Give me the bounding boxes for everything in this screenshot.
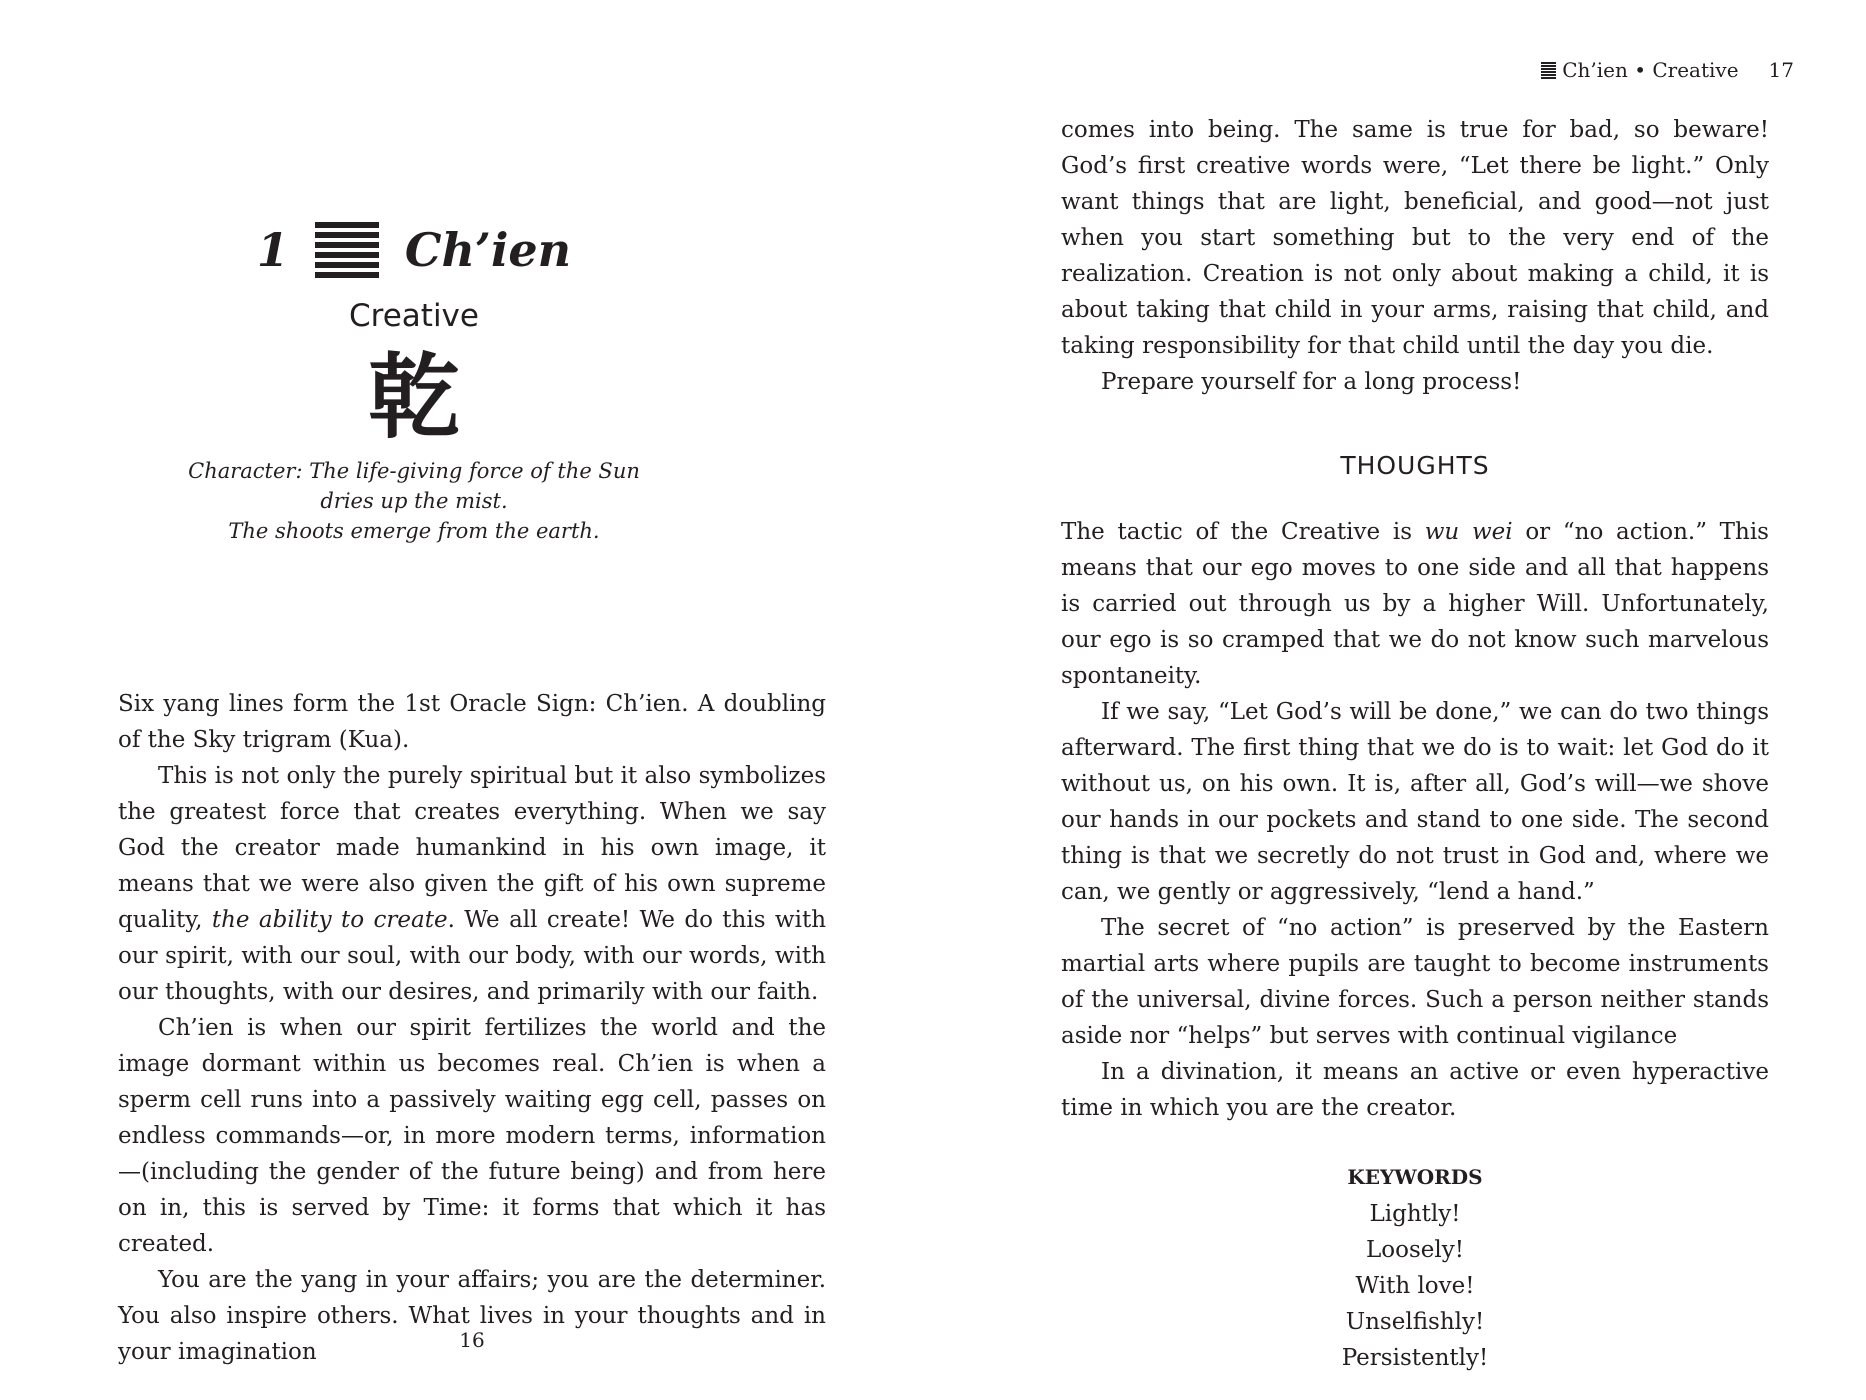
keywords-block	[1061, 1162, 1769, 1376]
hexagram-title	[118, 218, 710, 282]
hexagram-icon	[1541, 62, 1556, 79]
paragraph: In a divination, it means an active or even hyperactive time in which you are the creator.	[1061, 1059, 1769, 1121]
page-number: 16	[459, 1328, 485, 1352]
paragraph	[118, 758, 826, 1010]
hexagram-name: Ch’ien	[404, 223, 572, 277]
paragraph: You are the yang in your affairs; you are the determiner. You also inspire others. What lives in your thoughts and in your imagination	[118, 1267, 826, 1365]
chinese-character: 乾	[367, 344, 460, 451]
paragraph	[1061, 514, 1769, 694]
paragraph-text: or “no action.” This means that our ego moves to one side and all that happens is carried out through us by a higher Will. Unfortunately, our ego is so cramped that we do not know such marvelous spontaneity.	[1061, 519, 1769, 689]
paragraph-text: We do this with our spirit, with our soul, with our body, with our words, with our thoughts, with our desires, and primarily with our faith.	[118, 907, 827, 1005]
keyword: With love!	[1355, 1273, 1475, 1299]
emphasis-text: the ability to create	[211, 907, 448, 933]
keyword: Loosely!	[1366, 1237, 1464, 1263]
character-note	[118, 456, 710, 546]
keyword: Persistently!	[1341, 1345, 1489, 1371]
page-number: 17	[1768, 58, 1794, 82]
chapter-heading	[118, 218, 710, 546]
paragraph: Ch’ien is when our spirit fertilizes the world and the image dormant within us becomes real. Ch’ien is when a sperm cell runs into a passively waiting egg cell, passes on endless commands—or, in more modern terms, information—(including the gender of the future being) and from here on in, this is served by Time: it forms that which it has created.	[118, 1015, 826, 1257]
keywords-heading: KEYWORDS	[1347, 1165, 1483, 1189]
keyword: Unselfishly!	[1345, 1309, 1485, 1335]
emphasis-text: wu wei	[1424, 519, 1513, 545]
keyword: Lightly!	[1369, 1201, 1461, 1227]
right-page	[933, 0, 1866, 1400]
paragraph: comes into being. The same is true for bad, so beware! God’s first creative words were, “Let there be light.” Only want things that are light, beneficial, and good—not just when you start something but to the very end of the realization. Creation is not only about making a child, it is about taking that child in your arms, raising that child, and taking responsibility for that child until the day you die.	[1061, 117, 1769, 359]
hexagram-subtitle: Creative	[349, 298, 479, 334]
section-heading: THOUGHTS	[1340, 451, 1490, 480]
paragraph: Six yang lines form the 1st Oracle Sign: Ch’ien. A doubling of the Sky trigram (Kua).	[118, 691, 826, 753]
running-head-title: Ch’ien • Creative	[1562, 58, 1739, 82]
paragraph-text: . We all create!	[447, 907, 640, 933]
character-note-line: dries up the mist.	[320, 489, 508, 513]
paragraph: Prepare yourself for a long process!	[1101, 369, 1522, 395]
right-body-text	[1061, 112, 1769, 1376]
character-note-line: The shoots emerge from the earth.	[228, 519, 600, 543]
paragraph: If we say, “Let God’s will be done,” we can do two things afterward. The first thing that we do is to wait: let God do it without us, on his own. It is, after all, God’s will—we shove our hands in our pockets and stand to one side. The second thing is that we secretly do not trust in God and, where we can, we gently or aggressively, “lend a hand.”	[1061, 699, 1769, 905]
paragraph-text: The tactic of the Creative is	[1061, 519, 1425, 545]
character-note-line: Character: The life-giving force of the Sun	[188, 459, 640, 483]
hexagram-number: 1	[256, 223, 289, 277]
paragraph: The secret of “no action” is preserved by the Eastern martial arts where pupils are taught to become instruments of the universal, divine forces. Such a person neither stands aside nor “helps” but serves with continual vigilance	[1061, 915, 1769, 1049]
left-body-text	[118, 686, 826, 1370]
running-head	[1541, 58, 1794, 82]
paragraph-text: This is not only the purely spiritual but it also symbolizes the greatest force that creates everything. When we say God the creator made humankind in his own image, it means that we were also given the gift of his own supreme quality,	[118, 763, 826, 933]
hexagram-icon	[315, 222, 379, 278]
